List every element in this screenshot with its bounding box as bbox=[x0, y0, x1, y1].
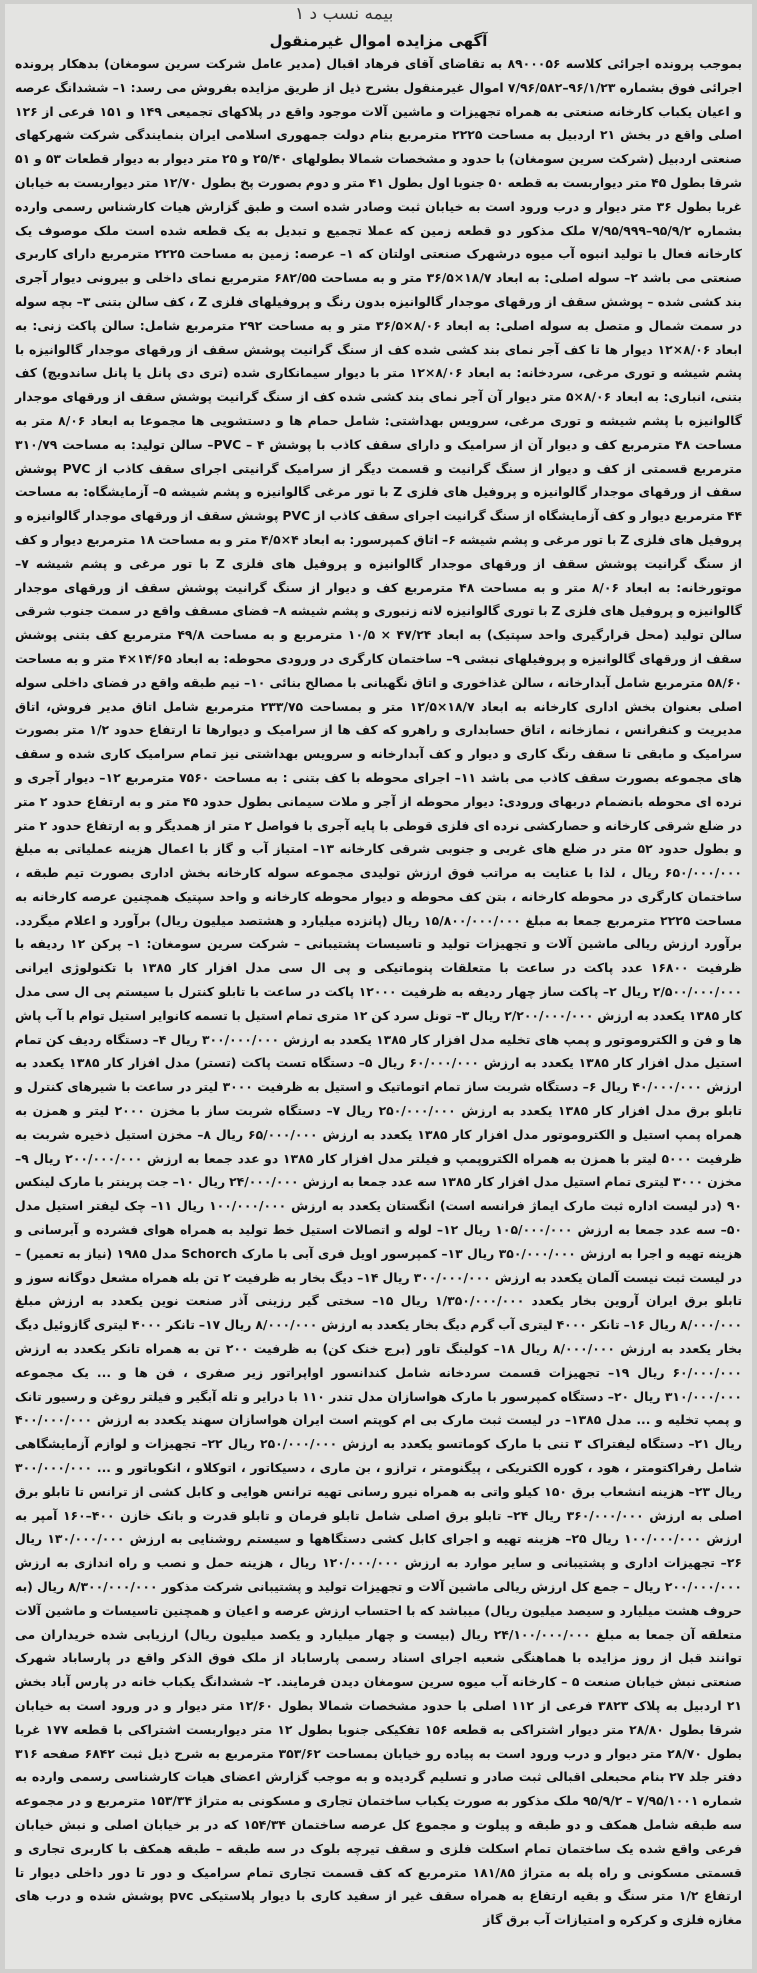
announcement-paragraph: بموجب پرونده اجرائی کلاسه ۸۹۰۰۰۵۶ به تقاضای آقای فرهاد اقبال (مدیر عامل شرکت سرین سومغان) بدهکار پرونده اجرائی فوق بشماره ۹۶/۱/۲۳–۷/۹۶/۵۸۲ اموال غیرمنقول بشرح ذیل از طریق مزایده بفروش می رسد: ۱– ششدانگ عرصه و اعیان یکباب کارخانه صنعتی به همراه تجهیزات و ماشین آلات موجود واقع در پلاکهای تجمیعی ۱۴۹ و ۱۵۱ فرعی از ۱۲۶ اصلی واقع در بخش ۲۱ اردبیل به مساحت ۲۲۲۵ مترمربع بنام دولت جمهوری اسلامی ایران بنمایندگی شرکت شهرکهای صنعتی اردبیل (شرکت سرین سومغان) با حدود و مشخصات شمالا بطولهای ۲۵/۴۰ و ۲۵ متر دیوار به دیوار قطعات ۵۳ و ۵۱ شرقا بطول ۴۵ متر دیواربست به قطعه ۵۰ جنوبا اول بطول ۴۱ متر و دوم بصورت پخ بطول ۱۲/۷۰ متر دیواربست به خیابان غربا بطول ۳۶ متر دیوار و درب ورود است به خیابان ثبت وصادر شده است و طبق گزارش هیات کارشناس رسمی وارده بشماره ۹۵/۹/۲–۷/۹۵/۹۹۹ ملک مذکور دو قطعه زمین که عملا تجمیع و تبدیل به یک قطعه شده است ملک موصوف یک کارخانه فعال با تولید انبوه آب میوه درشهرک صنعتی اولتان که ۱– عرصه: زمین به مساحت ۲۲۲۵ مترمربع دارای کاربری صنعتی می باشد ۲– سوله اصلی: به ابعاد ۱۸/۷×۳۶/۵ متر و به مساحت ۶۸۲/۵۵ مترمربع نمای داخلی و بیرونی دیوار آجری بند کشی شده – پوشش سقف از ورقهای موجدار گالوانیزه بدون رنگ و پروفیلهای فلزی Z ، کف سالن بتنی ۳– بچه سوله در سمت شمال و متصل به سوله اصلی: به ابعاد ۸/۰۶×۳۶/۵ متر و به مساحت ۲۹۲ مترمربع شامل: سالن پاکت زنی: به ابعاد ۸/۰۶×۱۲ دیوار ها تا کف آجر نمای بند کشی شده کف از سنگ گرانیت پوشش سقف از ورقهای موجدار گالوانیزه با پشم شیشه و توری مرغی، سردخانه: به ابعاد ۸/۰۶×۱۲ متر با دیوار سیمانکاری شده (تری دی پانل یا پانل ساندویچ) کف بتنی، انباری: به ابعاد ۸/۰۶×۵ متر دیوار آن آجر نمای بند کشی شده کف از سنگ گرانیت پوشش سقف از ورقهای موجدار گالوانیزه با پشم شیشه و توری مرغی، سرویس بهداشتی: شامل حمام ها و دستشویی ها مجموعا به ابعاد ۸/۰۶ متر به مساحت ۴۸ مترمربع کف و دیوار آن از سرامیک و دارای سقف کاذب با پوشش PVC – ۴– سالن تولید: به مساحت ۳۱۰/۷۹ مترمربع قسمتی از کف و دیوار از سنگ گرانیت و قسمت دیگر از سرامیک گرانیتی اجرای سقف کاذب از PVC پوشش سقف از ورقهای موجدار گالوانیزه و پروفیل های فلزی Z با تور مرغی گالوانیزه و پشم شیشه ۵– آزمایشگاه: به مساحت ۴۴ مترمربع دیوار و کف آزمایشگاه از سنگ گرانیت اجرای سقف کاذب از PVC پوشش سقف از ورقهای موجدار گالوانیزه و پروفیل های فلزی Z با تور مرغی و پشم شیشه ۶– اتاق کمپرسور: به ابعاد ۴×۴/۵ متر و به مساحت ۱۸ مترمربع دیوار و کف از سنگ گرانیت پوشش سقف از ورقهای موجدار گالوانیزه و پروفیل های فلزی Z با تور مرغی و پشم شیشه ۷– موتورخانه: به ابعاد ۸/۰۶ متر و به مساحت ۴۸ مترمربع کف و دیوار از سنگ گرانیت پوشش سقف از ورقهای موجدار گالوانیزه و پروفیل های فلزی Z با توری گالوانیزه لانه زنبوری و پشم شیشه ۸– فضای مسقف واقع در سمت جنوب شرقی سالن تولید (محل قرارگیری واحد سپتیک) به ابعاد ۴۷/۲۴ × ۱۰/۵ مترمربع و به مساحت ۴۹/۸ مترمربع کف بتنی پوشش سقف از ورقهای گالوانیزه و پروفیلهای نبشی ۹– ساختمان کارگری در ورودی محوطه: به ابعاد ۱۴/۶۵×۴ متر و به مساحت ۵۸/۶۰ مترمربع شامل آبدارخانه ، سالن غذاخوری و اتاق نگهبانی با مصالح بنائی ۱۰– نیم طبقه واقع در فضای داخلی سوله اصلی بعنوان بخش اداری کارخانه به ابعاد ۱۸/۷×۱۲/۵ متر و بمساحت ۲۳۳/۷۵ مترمربع شامل اتاق مدیر فروش، اتاق مدیریت و کنفرانس ، نمازخانه ، اتاق حسابداری و راهرو که کف ها از سرامیک و دیوارها تا ارتفاع حدود ۱/۲ متر بصورت سرامیک و مابقی تا سقف رنگ کاری و دیوار و کف آبدارخانه و سرویس بهداشتی نیز تمام سرامیک کاری شده و سقف های مجموعه بصورت سقف کاذب می باشد ۱۱– اجرای محوطه با کف بتنی : به مساحت ۷۵۶۰ مترمربع ۱۲– دیوار آجری و نرده ای محوطه بانضمام دربهای ورودی: دیوار محوطه از آجر و ملات سیمانی بطول حدود ۴۵ متر و به ارتفاع حدود ۲ متر در ضلع شرقی کارخانه و حصارکشی نرده ای فلزی قوطی با پایه آجری با فواصل ۲ متر از همدیگر و به ارتفاع حدود ۲ متر و بطول حدود ۵۲ متر در ضلع های غربی و جنوبی شرقی کارخانه ۱۳– امتیاز آب و گاز با اعمال هزینه عملیاتی به مبلغ ۶۵۰/۰۰۰/۰۰۰ ریال ، لذا با عنایت به مراتب فوق ارزش تولیدی مجموعه سوله کارخانه بخش اداری بصورت تیم طبقه ، ساختمان کارگری در محوطه کارخانه ، بتن کف محوطه و دیوار محوطه کارخانه و واحد سپتیک همچنین عرصه کارخانه به مساحت ۲۲۲۵ مترمربع جمعا به مبلغ ۱۵/۸۰۰/۰۰۰/۰۰۰ ریال (پانزده میلیارد و هشتصد میلیون ریال) برآورد و اعلام میگردد. برآورد ارزش ریالی ماشین آلات و تجهیزات تولید و تاسیسات پشتیبانی – شرکت سرین سومغان: ۱– پرکن ۱۲ ردیفه با ظرفیت ۱۶۸۰۰ عدد پاکت در ساعت با متعلقات پنوماتیکی و پی ال سی مدل افزار کار ۱۳۸۵ با تکنولوژی ایرانی ۲/۵۰۰/۰۰۰/۰۰۰ ریال ۲– پاکت ساز چهار ردیفه به ظرفیت ۱۲۰۰۰ پاکت در ساعت با تابلو کنترل با سیستم پی ال سی مدل کار ۱۳۸۵ یکعدد به ارزش ۲/۲۰۰/۰۰۰/۰۰۰ ریال ۳– تونل سرد کن ۱۲ متری تمام استیل با تسمه کانوایر استیل توام با آب پاش ها و فن و الکتروموتور و پمپ های تخلیه مدل افزار کار ۱۳۸۵ یکعدد به ارزش ۳۰۰/۰۰۰/۰۰۰ ریال ۴– دستگاه ردیف کن تمام استیل مدل افزار کار ۱۳۸۵ یکعدد به ارزش ۶۰/۰۰۰/۰۰۰ ریال ۵– دستگاه تست پاکت (تستر) مدل افزار کار ۱۳۸۵ یکعدد به ارزش ۴۰/۰۰۰/۰۰۰ ریال ۶– دستگاه شربت ساز تمام اتوماتیک و استیل به ظرفیت ۳۰۰۰ لیتر در ساعت با شیرهای کنترل و تابلو برق مدل افزار کار ۱۳۸۵ یکعدد به ارزش ۲۵۰/۰۰۰/۰۰۰ ریال ۷– دستگاه شربت ساز با مخزن ۲۰۰۰ لیتر و همزن به همراه پمپ استیل و الکتروموتور مدل افزار کار ۱۳۸۵ یکعدد به ارزش ۶۵/۰۰۰/۰۰۰ ریال ۸– مخزن استیل ذخیره شربت به ظرفیت ۵۰۰۰ لیتر با همزن به همراه الکتروپمپ و فیلتر مدل افزار کار ۱۳۸۵ دو عدد جمعا به ارزش ۲۰۰/۰۰۰/۰۰۰ ریال ۹– مخزن ۳۰۰۰ لیتری تمام استیل مدل افزار کار ۱۳۸۵ سه عدد جمعا به ارزش ۲۴/۰۰۰/۰۰۰ ریال ۱۰– جت پرینتر با مارک لینکس ۹۰ (در لیست اداره ثبت مارک ایماژ فرانسه است) انگستان یکعدد به ارزش ۱۰۰/۰۰۰/۰۰۰ ریال ۱۱– چک لیفتر استیل مدل ۵۰– سه عدد جمعا به ارزش ۱۰۵/۰۰۰/۰۰۰ ریال ۱۲– لوله و اتصالات استیل خط تولید به همراه هوای فشرده و آبرسانی و هزینه تهیه و اجرا به ارزش ۳۵۰/۰۰۰/۰۰۰ ریال ۱۳– کمپرسور اویل فری آبی با مارک Schorch مدل ۱۹۸۵ (نیاز به تعمیر) – در لیست ثبت نیست آلمان یکعدد به ارزش ۳۰۰/۰۰۰/۰۰۰ ریال ۱۴– دیگ بخار به ظرفیت ۲ تن بله همراه مشعل دوگانه سوز و تابلو برق ایران آروین بخار یکعدد ۱/۳۵۰/۰۰۰/۰۰۰ ریال ۱۵– سختی گیر رزینی آذر صنعت نوین یکعدد به ارزش مبلغ ۸/۰۰۰/۰۰۰ ریال ۱۶– تانکر ۴۰۰۰ لیتری آب گرم دیگ بخار یکعدد به ارزش ۸/۰۰۰/۰۰۰ ریال ۱۷– تانکر ۴۰۰۰ لیتری گازوئیل دیگ بخار یکعدد به ارزش ۸/۰۰۰/۰۰۰ ریال ۱۸– کولینگ تاور (برج خنک کن) به ظرفیت ۲۰۰ تن به همراه تانکر یکعدد به ارزش ۶۰/۰۰۰/۰۰۰ ریال ۱۹– تجهیزات قسمت سردخانه شامل کندانسور اواپراتور زیر صفری ، فن ها و ... یک مجموعه ۳۱۰/۰۰۰/۰۰۰ ریال ۲۰– دستگاه کمپرسور با مارک هواسازان مدل تندر ۱۱۰ با درایر و تله آبگیر و فیلتر روغن و رسیور تانک و پمپ تخلیه و ... مدل ۱۳۸۵– در لیست ثبت مارک بی ام کوپتم است ایران هواسازان سهند یکعدد به ارزش ۴۰۰/۰۰۰/۰۰۰ ریال ۲۱– دستگاه لیفتراک ۳ تنی با مارک کوماتسو یکعدد به ارزش ۲۵۰/۰۰۰/۰۰۰ ریال ۲۲– تجهیزات و لوازم آزمایشگاهی شامل رفراکتومتر ، هود ، کوره الکتریکی ، پیگنومتر ، ترازو ، بن ماری ، دسیکاتور ، اتوکلاو ، انکوباتور و ... ۳۰۰/۰۰۰/۰۰۰ ریال ۲۳– هزینه انشعاب برق ۱۵۰ کیلو واتی به همراه نیرو رسانی تهیه ترانس هوایی و کابل کشی از ترانس تا تابلو برق اصلی به ارزش ۳۶۰/۰۰۰/۰۰۰ ریال ۲۴– تابلو برق اصلی شامل تابلو فرمان و تابلو قدرت و بانک خازن ۴۰۰–۱۶۰ آمپر به ارزش ۱۰۰/۰۰۰/۰۰۰ ریال ۲۵– هزینه تهیه و اجرای کابل کشی دستگاهها و سیستم روشنایی به ارزش ۱۳۰/۰۰۰/۰۰۰ ریال ۲۶– تجهیزات اداری و پشتیبانی و سایر موارد به ارزش ۱۲۰/۰۰۰/۰۰۰ ریال ، هزینه حمل و نصب و راه اندازی به ارزش ۲۰۰/۰۰۰/۰۰۰ ریال – جمع کل ارزش ریالی ماشین آلات و تجهیزات تولید و پشتیبانی شرکت مذکور ۸/۳۰۰/۰۰۰/۰۰۰ ریال (به حروف هشت میلیارد و سیصد میلیون ریال) میباشد که با احتساب ارزش عرصه و اعیان و همچنین تاسیسات و ماشین آلات متعلقه آن جمعا به مبلغ ۲۴/۱۰۰/۰۰۰/۰۰۰ ریال (بیست و چهار میلیارد و یکصد میلیون ریال) ارزیابی شده خریداران می توانند قبل از روز مزایده با هماهنگی شعبه اجرای اسناد رسمی پارساباد از ملک فوق الذکر واقع در پارساباد شهرک صنعتی نبش خیابان صنعت ۵ – کارخانه آب میوه سرین سومغان دیدن فرمایند. ۲– ششدانگ یکباب خانه در پارس آباد بخش ۲۱ اردبیل به پلاک ۳۸۲۳ فرعی از ۱۱۲ اصلی با حدود مشخصات شمالا بطول ۱۲/۶۰ متر دیوار و در ورود است به خیابان شرقا بطول ۲۸/۸۰ متر دیوار اشتراکی به قطعه ۱۵۶ تفکیکی جنوبا بطول ۱۲ متر دیواربست اشتراکی با قطعه ۱۷۷ غربا بطول ۲۸/۷۰ متر دیوار و درب ورود است به پیاده رو خیابان بمساحت ۳۵۳/۶۲ مترمربع به شرح ذیل ثبت ۶۸۴۲ صفحه ۳۱۶ دفتر جلد ۲۷ بنام محبعلی اقبالی ثبت صادر و تسلیم گردیده و به موجب گزارش اعضای هیات کارشناسی رسمی وارده به شماره ۷/۹۵/۱۰۰۱ – ۹۵/۹/۲ ملک مذکور به صورت یکباب ساختمان تجاری و مسکونی به متراژ ۱۵۳/۳۴ مترمربع و در مجموعه سه طبقه شامل همکف و دو طبقه و پیلوت و مجموع کل عرصه ساختمان ۱۵۴/۳۴ که در بر خیابان اصلی و نبش خیابان فرعی واقع شده یک ساختمان تمام اسکلت فلزی و سقف تیرچه بلوک در سه طبقه – طبقه همکف با کاربری تجاری و قسمتی مسکونی و راه پله به متراژ ۱۸۱/۸۵ مترمربع که کف قسمت تجاری تمام سرامیک و دور تا دور داخلی دیوار تا ارتفاع ۱/۲ متر سنگ و بقیه ارتفاع به همراه سقف غیر از سفید کاری با دیوار پلاستیکی pvc پوشش شده و درب های مغازه فلزی و کرکره و امتیازات آب برق گاز bbox=[15, 56, 743, 1928]
handwritten-header-note: بیمه نسب د ۱ bbox=[295, 4, 394, 24]
announcement-body bbox=[15, 52, 742, 1932]
announcement-page bbox=[5, 4, 752, 1969]
page-title: آگهی مزایده اموال غیرمنقول bbox=[269, 32, 488, 50]
